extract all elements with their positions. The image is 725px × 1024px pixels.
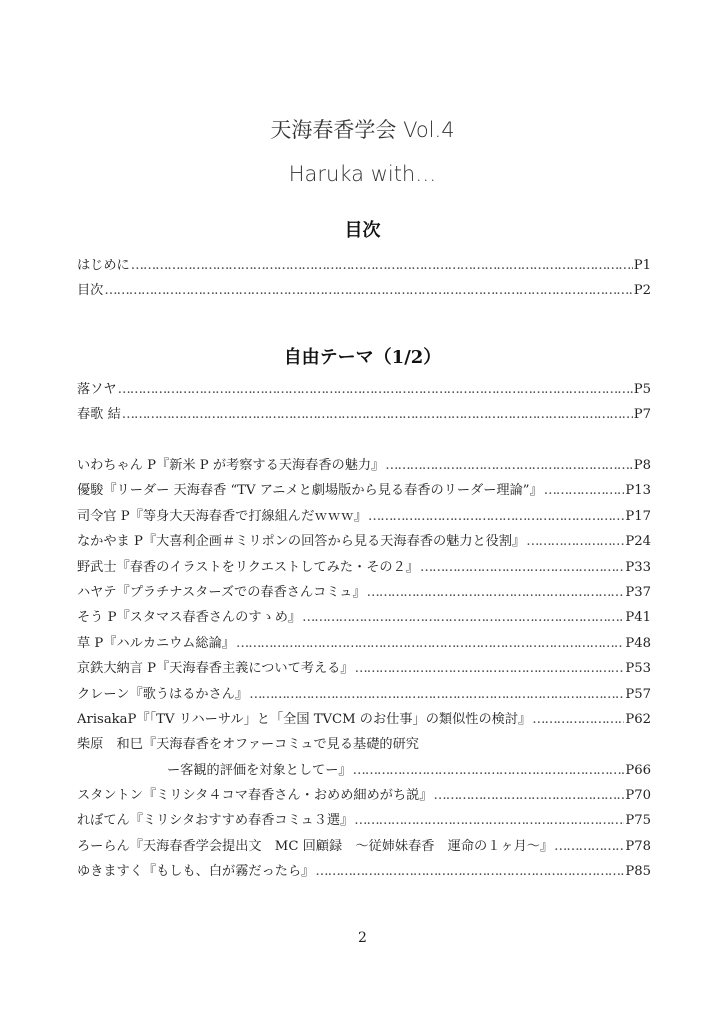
document-subtitle: Haruka with… — [288, 162, 437, 186]
dot-leader — [554, 834, 624, 859]
dot-leader — [355, 656, 625, 681]
toc-entry — [77, 402, 651, 427]
toc-entry-continuation — [77, 758, 651, 783]
dot-leader — [526, 529, 624, 554]
entry-title: 野武士『春香のイラストをリクエストしてみた・その２』 — [77, 559, 419, 575]
dot-leader — [236, 631, 624, 656]
toc-heading: 目次 — [344, 220, 381, 241]
toc-entry — [77, 808, 651, 833]
entry-title: クレーン『歌うはるかさん』 — [77, 686, 249, 702]
toc-entry — [77, 478, 651, 503]
entry-page: P66 — [625, 762, 651, 778]
entry-page: P2 — [633, 283, 651, 299]
entry-page: P13 — [625, 483, 651, 499]
dot-leader — [131, 253, 633, 278]
section-top-list — [77, 377, 651, 428]
toc-entry — [77, 377, 651, 402]
toc-entry — [77, 555, 651, 580]
entry-title: ArisakaP『「TV リハーサル」と「全国 TVCM のお仕事」の類似性の検討』 — [77, 711, 532, 727]
toc-entry — [77, 682, 651, 707]
entry-title: 優駿『リーダー 天海春香 “TV アニメと劇場版から見る春香のリーダー理論”』 — [77, 483, 543, 499]
toc-entry — [77, 278, 651, 303]
toc-entry — [77, 504, 651, 529]
dot-leader — [544, 478, 625, 503]
dot-leader — [118, 377, 633, 402]
entry-page: P33 — [625, 559, 651, 575]
toc-entry — [77, 783, 651, 808]
document-title: 天海春香学会 Vol.4 — [270, 118, 455, 142]
toc-entry — [77, 859, 651, 884]
dot-leader — [367, 580, 625, 605]
toc-entry — [77, 631, 651, 656]
front-list — [77, 253, 651, 304]
dot-leader — [434, 783, 625, 808]
toc-entry — [77, 529, 651, 554]
entry-page: P41 — [625, 610, 651, 626]
entry-page: P85 — [625, 864, 651, 880]
toc-entry — [77, 656, 651, 681]
entry-page: P78 — [625, 838, 651, 854]
entry-title: なかやま P『大喜利企画＃ミリポンの回答から見る天海春香の魅力と役割』 — [77, 534, 526, 550]
toc-entry — [77, 253, 651, 278]
toc-entry — [77, 834, 651, 859]
entry-title: 草 P『ハルカニウム総論』 — [77, 635, 235, 651]
entry-page: P57 — [625, 686, 651, 702]
page-number: 2 — [358, 930, 367, 946]
dot-leader — [122, 402, 633, 427]
dot-leader — [315, 859, 624, 884]
entry-title: そう P『スタマス春香さんのすゝめ』 — [77, 610, 302, 626]
entry-title: 司令官 P『等身大天海春香で打線組んだｗｗｗ』 — [77, 508, 368, 524]
dot-leader — [354, 808, 624, 833]
entry-title: 目次 — [77, 283, 104, 299]
entry-title: ろーらん『天海春香学会提出文 MC 回顧録 ～従姉妹春香 運命の１ヶ月～』 — [77, 838, 554, 854]
entry-title: はじめに — [77, 258, 130, 273]
entry-title-continuation: ー客観的評価を対象としてー』 — [167, 762, 352, 778]
dot-leader — [302, 605, 624, 630]
entry-page: P5 — [633, 382, 651, 397]
entry-page: P75 — [625, 813, 651, 829]
dot-leader — [249, 682, 624, 707]
toc-entry — [77, 732, 651, 757]
toc-entry — [77, 707, 651, 732]
entry-title: いわちゃん P『新米 P が考察する天海春香の魅力』 — [77, 458, 385, 473]
entry-page: P37 — [625, 584, 651, 600]
dot-leader — [385, 453, 632, 478]
toc-entry — [77, 605, 651, 630]
entry-page: P17 — [625, 508, 651, 524]
entry-title: れぼてん『ミリシタおすすめ春香コミュ３選』 — [77, 813, 354, 829]
entry-title: 柴原 和巳『天海春香をオファーコミュで見る基礎的研究 — [77, 737, 419, 753]
dot-leader — [420, 555, 624, 580]
entry-title: 春歌 結 — [77, 407, 121, 423]
entry-page: P1 — [633, 258, 651, 273]
dot-leader — [532, 707, 624, 732]
section-heading: 自由テーマ（1/2） — [283, 347, 442, 368]
entry-page: P53 — [625, 661, 651, 677]
dot-leader — [353, 758, 625, 783]
entry-title: ハヤテ『プラチナスターズでの春香さんコミュ』 — [77, 584, 366, 600]
entry-title: ゆきますく『もしも、白が霧だったら』 — [77, 864, 315, 880]
entry-page: P7 — [633, 407, 651, 423]
dot-leader — [104, 278, 632, 303]
entries-list — [77, 453, 651, 885]
toc-entry — [77, 453, 651, 478]
entry-page: P8 — [633, 458, 651, 473]
dot-leader — [368, 504, 624, 529]
entry-page: P70 — [625, 788, 651, 804]
toc-entry — [77, 580, 651, 605]
entry-title: スタントン『ミリシタ４コマ春香さん・おめめ細めがち説』 — [77, 788, 433, 804]
entry-title: 京鉄大納言 P『天海春香主義について考える』 — [77, 661, 354, 677]
entry-page: P24 — [625, 534, 651, 550]
entry-page: P62 — [625, 711, 651, 727]
entry-page: P48 — [625, 635, 651, 651]
entry-title: 落ソヤ — [77, 382, 117, 397]
